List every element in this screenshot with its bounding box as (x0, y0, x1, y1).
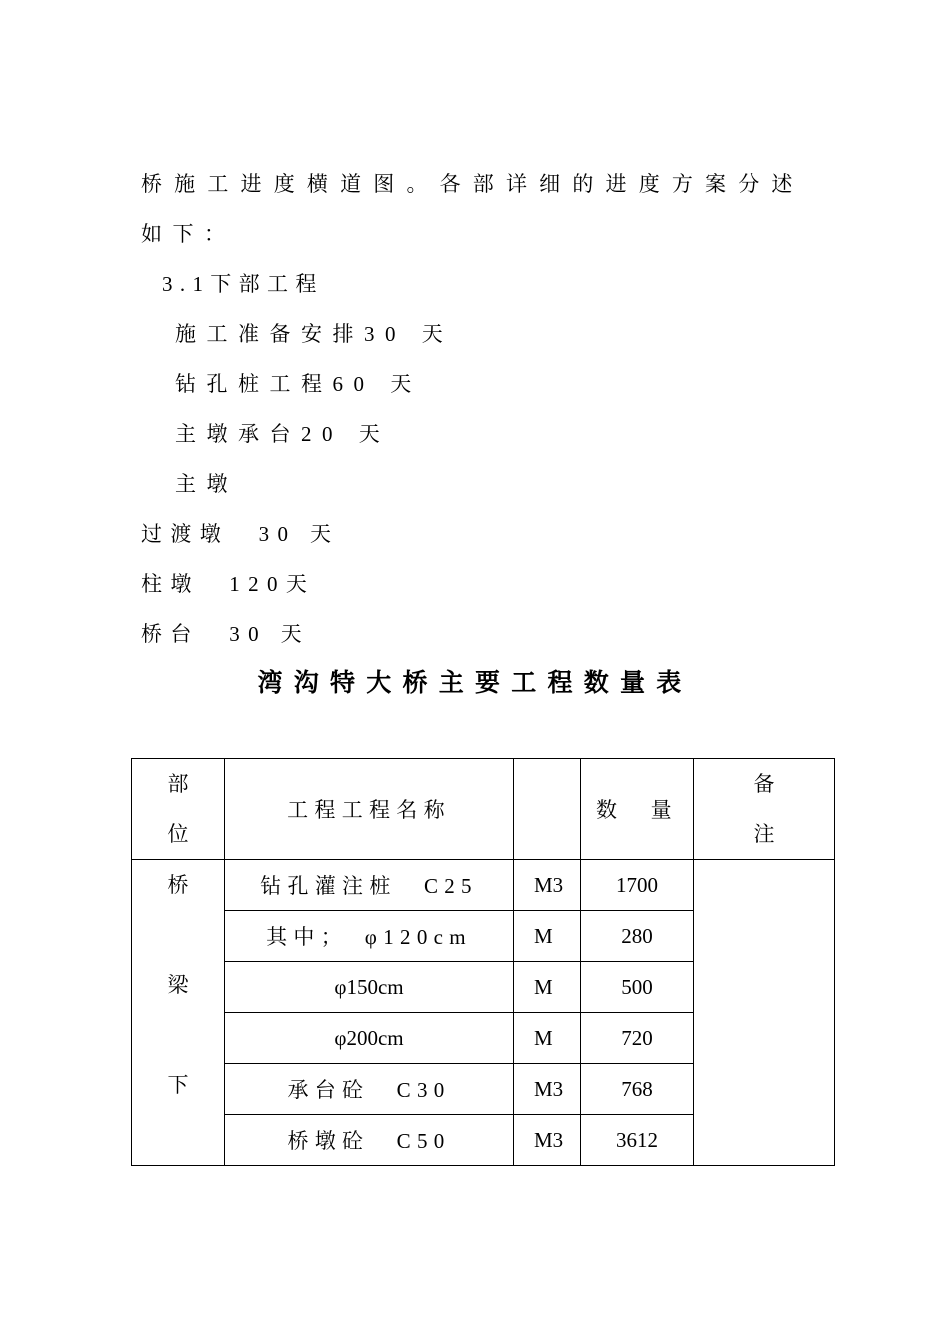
table-row (132, 860, 835, 911)
header-remark-bottom: 注 (753, 822, 775, 846)
schedule-item: 主墩承台20 天 (175, 422, 391, 446)
unit-cell: M3 (514, 1064, 581, 1115)
header-part-top: 部 (167, 772, 189, 796)
section-heading: 3.1下部工程 (162, 272, 324, 296)
unit-cell: M3 (514, 860, 581, 911)
table-title: 湾沟特大桥主要工程数量表 (257, 670, 693, 697)
header-part-bottom: 位 (167, 822, 189, 846)
part-label: 桥 (167, 873, 189, 897)
name-cell: 承台砼 C30 (225, 1064, 514, 1115)
schedule-item: 钻孔桩工程60 天 (175, 372, 422, 396)
header-quantity: 数 量 (581, 759, 694, 860)
remark-cell (694, 860, 835, 1166)
body-paragraph-line-2: 如下： (141, 222, 236, 246)
quantity-cell: 280 (581, 911, 694, 962)
name-cell: 其中； φ120cm (225, 911, 514, 962)
quantity-cell: 500 (581, 962, 694, 1013)
name-cell: φ150cm (225, 962, 514, 1013)
quantity-cell: 768 (581, 1064, 694, 1115)
name-cell: 钻孔灌注桩 C25 (225, 860, 514, 911)
header-unit (514, 759, 581, 860)
name-cell: 桥墩砼 C50 (225, 1115, 514, 1166)
name-cell: φ200cm (225, 1013, 514, 1064)
unit-cell: M (514, 962, 581, 1013)
quantity-cell: 3612 (581, 1115, 694, 1166)
quantity-cell: 720 (581, 1013, 694, 1064)
schedule-item: 桥台 30 天 (141, 622, 311, 646)
part-label: 下 (167, 1073, 189, 1097)
table-header-row (132, 759, 835, 860)
unit-cell: M (514, 911, 581, 962)
quantity-cell: 1700 (581, 860, 694, 911)
header-part (132, 759, 225, 860)
unit-cell: M3 (514, 1115, 581, 1166)
header-remark (694, 759, 835, 860)
header-name: 工程工程名称 (225, 759, 514, 860)
schedule-item: 过渡墩 30 天 (141, 522, 340, 546)
quantity-table (131, 758, 835, 1166)
schedule-item: 施工准备安排30 天 (175, 322, 454, 346)
body-paragraph-line-1: 桥施工进度横道图。各部详细的进度方案分述 (141, 172, 805, 196)
schedule-item: 主墩 (175, 472, 238, 496)
part-label: 梁 (167, 973, 189, 997)
unit-cell: M (514, 1013, 581, 1064)
schedule-item: 柱墩 120天 (141, 572, 316, 596)
part-cell (132, 860, 225, 1166)
header-remark-top: 备 (753, 772, 775, 796)
